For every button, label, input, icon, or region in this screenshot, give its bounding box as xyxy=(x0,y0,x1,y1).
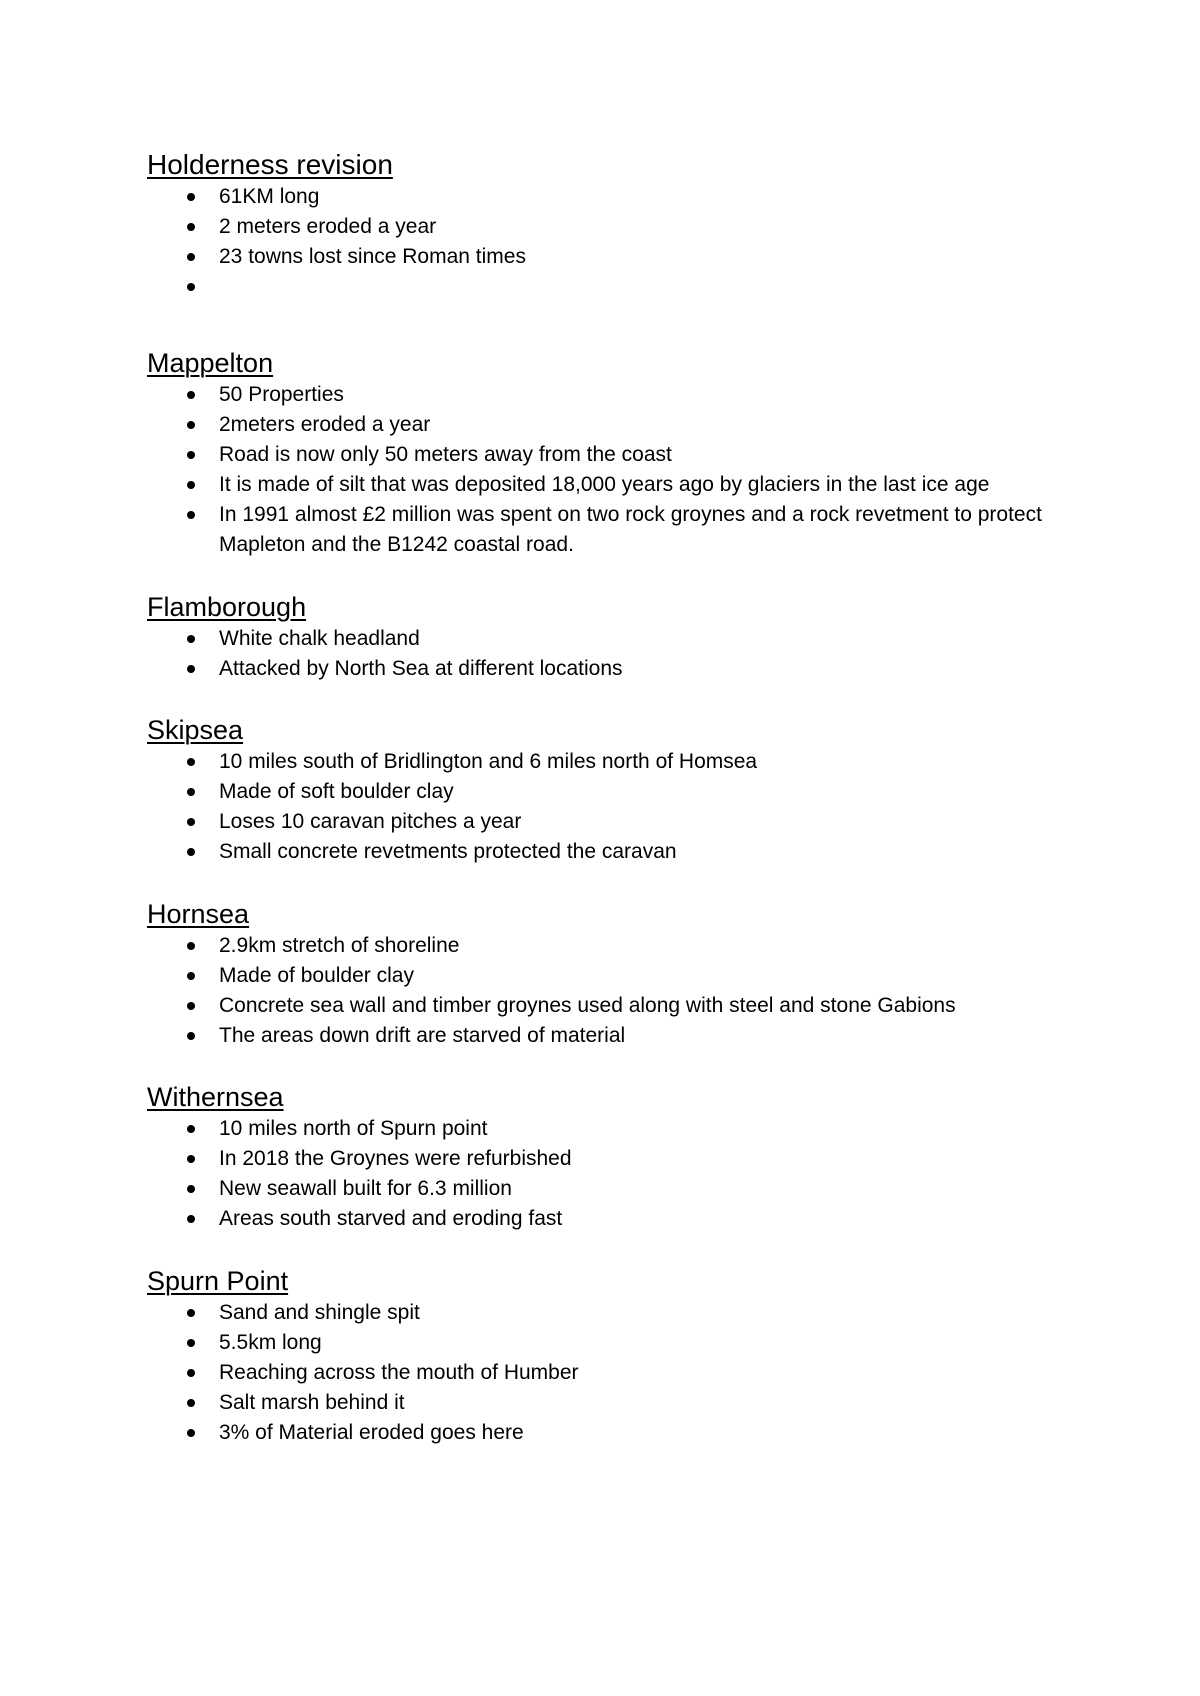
bullet-icon xyxy=(187,1215,195,1223)
intro-list xyxy=(147,182,1067,302)
list-item: Sand and shingle spit xyxy=(147,1298,1067,1328)
bullet-icon xyxy=(187,451,195,459)
section-heading: Flamborough xyxy=(147,592,307,622)
bullet-icon xyxy=(187,1369,195,1377)
list-item: Reaching across the mouth of Humber xyxy=(147,1358,1067,1388)
section-mappelton xyxy=(147,346,1067,560)
bullet-icon xyxy=(187,1339,195,1347)
list-item: 2meters eroded a year xyxy=(147,410,1067,440)
section-heading: Skipsea xyxy=(147,715,244,745)
bullet-icon xyxy=(187,665,195,673)
bullet-icon xyxy=(187,391,195,399)
list-item: Made of boulder clay xyxy=(147,961,1067,991)
bullet-icon xyxy=(187,1155,195,1163)
section-list xyxy=(147,931,1067,1051)
bullet-icon xyxy=(187,972,195,980)
bullet-icon xyxy=(187,818,195,826)
list-item: 61KM long xyxy=(147,182,1067,212)
list-item: 2 meters eroded a year xyxy=(147,212,1067,242)
list-item: Small concrete revetments protected the caravan xyxy=(147,837,1067,867)
section-hornsea xyxy=(147,897,1067,1051)
list-item: Road is now only 50 meters away from the coast xyxy=(147,440,1067,470)
bullet-icon xyxy=(187,942,195,950)
list-item: Made of soft boulder clay xyxy=(147,777,1067,807)
bullet-icon xyxy=(187,193,195,201)
section-list xyxy=(147,1114,1067,1234)
list-item: Concrete sea wall and timber groynes used along with steel and stone Gabions xyxy=(147,991,1067,1021)
bullet-icon xyxy=(187,1002,195,1010)
section-spurn-point xyxy=(147,1264,1067,1448)
bullet-icon xyxy=(187,1399,195,1407)
bullet-icon xyxy=(187,223,195,231)
section-heading: Mappelton xyxy=(147,348,274,378)
list-item: 2.9km stretch of shoreline xyxy=(147,931,1067,961)
list-item xyxy=(147,272,1067,302)
bullet-icon xyxy=(187,481,195,489)
list-item: In 2018 the Groynes were refurbished xyxy=(147,1144,1067,1174)
list-item: 3% of Material eroded goes here xyxy=(147,1418,1067,1448)
bullet-icon xyxy=(187,253,195,261)
bullet-icon xyxy=(187,1185,195,1193)
section-list xyxy=(147,1298,1067,1448)
bullet-icon xyxy=(187,421,195,429)
page-title: Holderness revision xyxy=(147,149,393,180)
bullet-icon xyxy=(187,1125,195,1133)
bullet-icon xyxy=(187,283,195,291)
section-heading: Spurn Point xyxy=(147,1266,289,1296)
list-item: 50 Properties xyxy=(147,380,1067,410)
bullet-icon xyxy=(187,848,195,856)
section-list xyxy=(147,747,1067,867)
section-flamborough xyxy=(147,590,1067,684)
list-item: The areas down drift are starved of material xyxy=(147,1021,1067,1051)
section-withernsea xyxy=(147,1080,1067,1234)
list-item: In 1991 almost £2 million was spent on two rock groynes and a rock revetment to protect Mapleton and the B1242 coastal road. xyxy=(147,500,1067,560)
list-item: Salt marsh behind it xyxy=(147,1388,1067,1418)
list-item: White chalk headland xyxy=(147,624,1067,654)
list-item: 10 miles south of Bridlington and 6 miles north of Homsea xyxy=(147,747,1067,777)
section-skipsea xyxy=(147,713,1067,867)
bullet-icon xyxy=(187,788,195,796)
list-item: Loses 10 caravan pitches a year xyxy=(147,807,1067,837)
list-item: Areas south starved and eroding fast xyxy=(147,1204,1067,1234)
section-heading: Hornsea xyxy=(147,899,250,929)
bullet-icon xyxy=(187,1429,195,1437)
section-list xyxy=(147,380,1067,560)
bullet-icon xyxy=(187,511,195,519)
section-intro xyxy=(147,148,1067,302)
bullet-icon xyxy=(187,1309,195,1317)
bullet-icon xyxy=(187,635,195,643)
list-item: Attacked by North Sea at different locations xyxy=(147,654,1067,684)
list-item: 10 miles north of Spurn point xyxy=(147,1114,1067,1144)
list-item: 5.5km long xyxy=(147,1328,1067,1358)
list-item: New seawall built for 6.3 million xyxy=(147,1174,1067,1204)
list-item: 23 towns lost since Roman times xyxy=(147,242,1067,272)
section-heading: Withernsea xyxy=(147,1082,284,1112)
bullet-icon xyxy=(187,1032,195,1040)
section-list xyxy=(147,624,1067,684)
list-item: It is made of silt that was deposited 18,000 years ago by glaciers in the last ice age xyxy=(147,470,1067,500)
bullet-icon xyxy=(187,758,195,766)
